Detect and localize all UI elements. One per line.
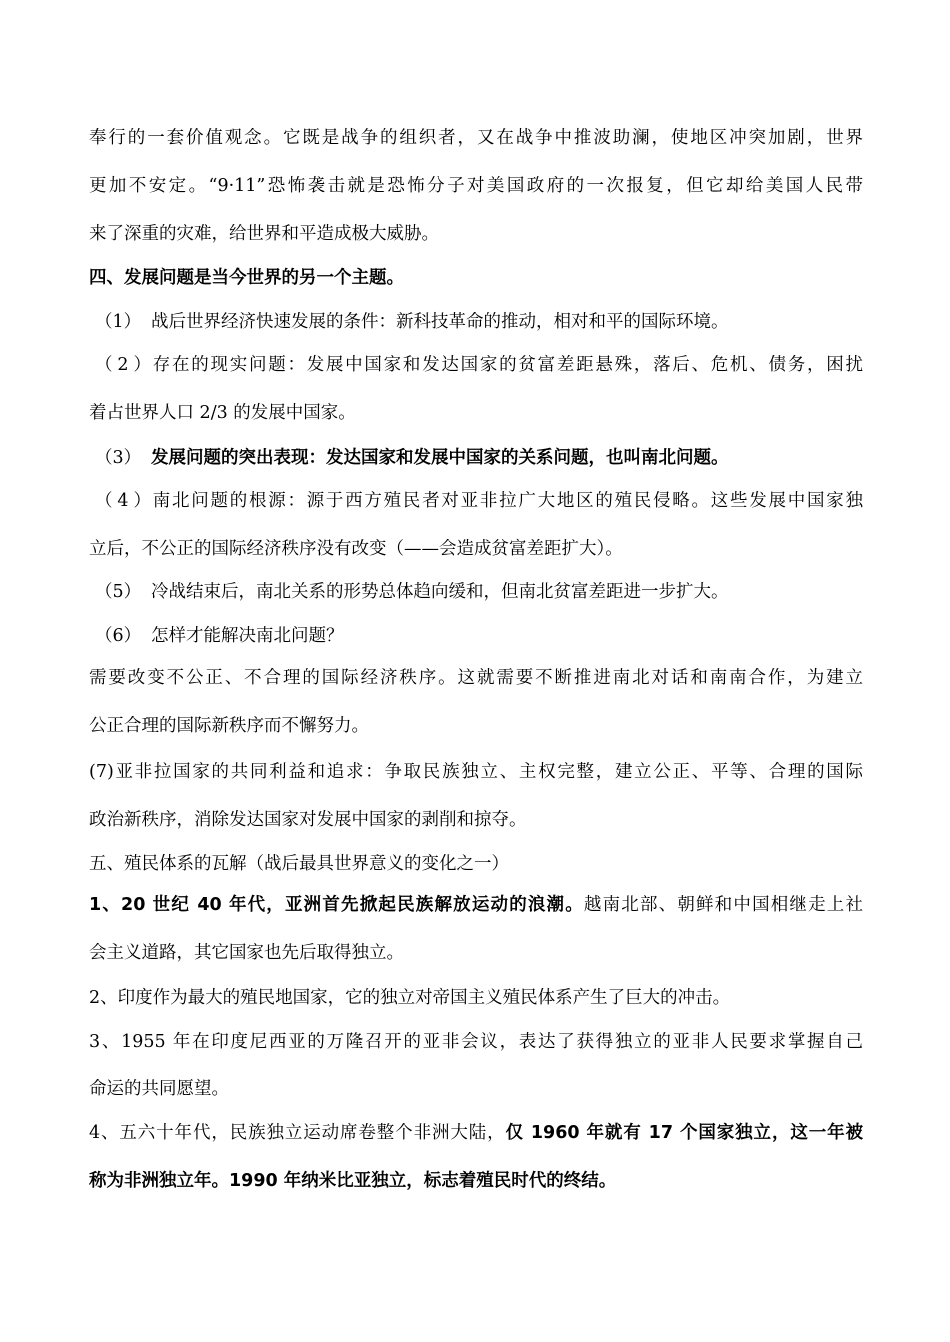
bold-text: 1、20 世纪 40 年代，亚洲首先掀起民族解放运动的浪潮。 [89,895,584,915]
paragraph-line: 奉行的一套价值观念。它既是战争的组织者，又在战争中推波助澜，使地区冲突加剧，世界 [89,128,863,148]
paragraph-line: 来了深重的灾难，给世界和平造成极大威胁。 [89,224,439,244]
list-item-3 [89,446,729,470]
paragraph-line [89,1121,863,1145]
list-number: （5） [95,582,142,602]
paragraph-line [89,893,863,917]
paragraph-line: 命运的共同愿望。 [89,1079,229,1099]
list-item-5 [89,580,729,604]
list-number: （2） [95,355,151,375]
list-item-1 [89,310,729,334]
section-heading-five: 五、殖民体系的瓦解（战后最具世界意义的变化之一） [89,854,509,874]
paragraph-line: 需要改变不公正、不合理的国际经济秩序。这就需要不断推进南北对话和南南合作，为建立 [89,668,863,688]
list-number: （1） [95,312,142,332]
paragraph-line: 公正合理的国际新秩序而不懈努力。 [89,716,369,736]
bold-text: 仅 1960 年就有 17 个国家独立，这一年被 [505,1123,863,1143]
list-text: 战后世界经济快速发展的条件：新科技革命的推动，相对和平的国际环境。 [151,312,729,332]
list-text: 南北问题的根源：源于西方殖民者对亚非拉广大地区的殖民侵略。这些发展中国家独 [151,491,863,511]
list-number: （3） [95,448,142,468]
normal-text: 越南北部、朝鲜和中国相继走上社 [583,895,863,915]
normal-text: 4、五六十年代，民族独立运动席卷整个非洲大陆， [89,1123,506,1143]
section-heading-four: 四、发展问题是当今世界的另一个主题。 [89,268,404,288]
list-item-4 [89,489,863,513]
paragraph-line: (7)亚非拉国家的共同利益和追求：争取民族独立、主权完整，建立公正、平等、合理的国际 [89,762,863,782]
paragraph-line: 政治新秩序，消除发达国家对发展中国家的剥削和掠夺。 [89,810,527,830]
paragraph-line: 会主义道路，其它国家也先后取得独立。 [89,943,404,963]
paragraph-line: 称为非洲独立年。1990 年纳米比亚独立，标志着殖民时代的终结。 [89,1171,617,1191]
list-text: 发展问题的突出表现：发达国家和发展中国家的关系问题，也叫南北问题。 [151,448,729,468]
paragraph-line: 立后，不公正的国际经济秩序没有改变（——会造成贫富差距扩大）。 [89,539,623,559]
paragraph-line: 更加不安定。“9·11”恐怖袭击就是恐怖分子对美国政府的一次报复，但它却给美国人民带 [89,176,863,196]
list-text: 存在的现实问题：发展中国家和发达国家的贫富差距悬殊，落后、危机、债务，困扰 [151,355,863,375]
paragraph-line: 3、1955 年在印度尼西亚的万隆召开的亚非会议，表达了获得独立的亚非人民要求掌握自己 [89,1032,863,1052]
list-item-2 [89,353,863,377]
list-item-6 [89,624,344,648]
paragraph-line: 着占世界人口 2/3 的发展中国家。 [89,403,356,423]
paragraph-line: 2、印度作为最大的殖民地国家，它的独立对帝国主义殖民体系产生了巨大的冲击。 [89,988,731,1008]
list-text: 冷战结束后，南北关系的形势总体趋向缓和，但南北贫富差距进一步扩大。 [151,582,729,602]
list-text: 怎样才能解决南北问题？ [151,626,344,646]
list-number: （6） [95,626,142,646]
list-number: （4） [95,491,151,511]
